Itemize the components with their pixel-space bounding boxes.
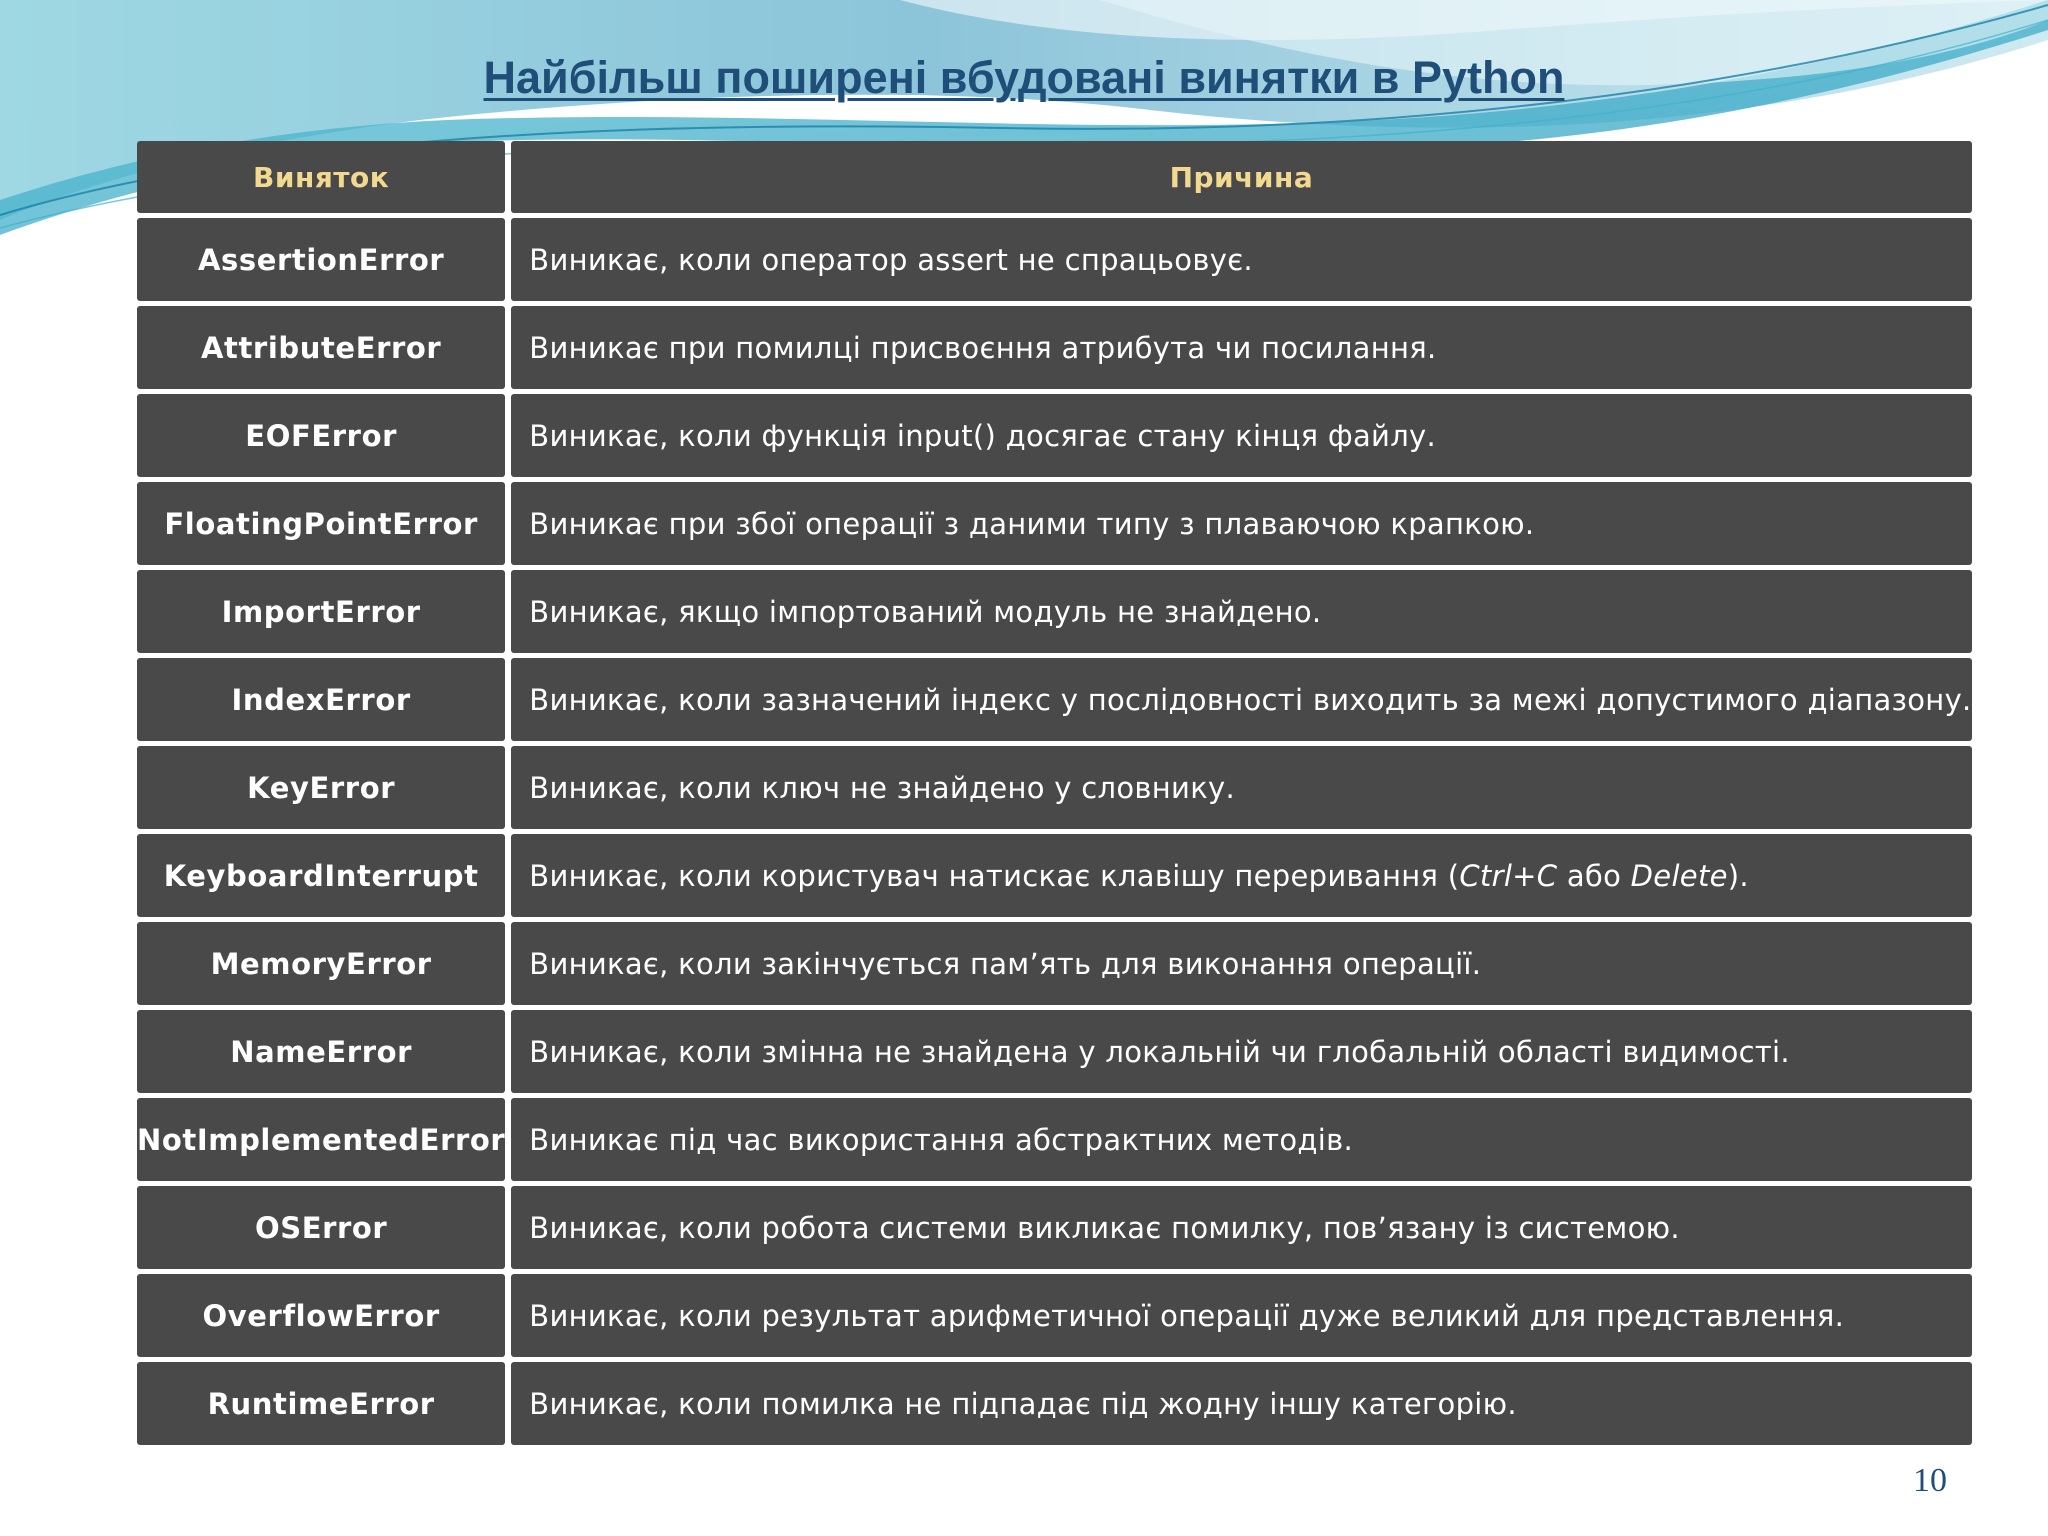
exception-cause <box>511 834 1971 917</box>
exception-name: IndexError <box>137 658 505 741</box>
table-row <box>137 1010 1972 1093</box>
table-row <box>137 218 1972 301</box>
exception-name: NotImplementedError <box>137 1098 505 1181</box>
exception-name: AttributeError <box>137 306 505 389</box>
exception-cause: Виникає, коли результат арифметичної операції дуже великий для представлення. <box>511 1274 1971 1357</box>
table-row <box>137 394 1972 477</box>
exception-name: AssertionError <box>137 218 505 301</box>
table-row <box>137 1186 1972 1269</box>
exception-cause: Виникає, коли оператор assert не спрацьовує. <box>511 218 1971 301</box>
cause-key-delete: Delete <box>1630 858 1728 893</box>
table-row <box>137 482 1972 565</box>
table-row <box>137 922 1972 1005</box>
exception-name: FloatingPointError <box>137 482 505 565</box>
exception-cause: Виникає, коли функція input() досягає стану кінця файлу. <box>511 394 1971 477</box>
cause-key-ctrl-c: Ctrl+C <box>1459 858 1558 893</box>
table-row <box>137 834 1972 917</box>
slide-title: Найбільш поширені вбудовані винятки в Python <box>483 52 1565 103</box>
header-exception: Виняток <box>137 141 505 213</box>
exception-name: OSError <box>137 1186 505 1269</box>
table-row <box>137 1274 1972 1357</box>
table-row <box>137 306 1972 389</box>
header-cause: Причина <box>511 141 1971 213</box>
exception-cause: Виникає, коли помилка не підпадає під жодну іншу категорію. <box>511 1362 1971 1445</box>
exception-cause: Виникає при помилці присвоєння атрибута чи посилання. <box>511 306 1971 389</box>
exception-cause: Виникає під час використання абстрактних методів. <box>511 1098 1971 1181</box>
exception-name: ImportError <box>137 570 505 653</box>
exceptions-table <box>131 136 1978 1450</box>
page-number: 10 <box>1913 1462 1947 1499</box>
table-row <box>137 570 1972 653</box>
cause-text-middle: або <box>1557 858 1631 893</box>
exception-name: KeyError <box>137 746 505 829</box>
exception-cause: Виникає, коли закінчується пам’ять для виконання операції. <box>511 922 1971 1005</box>
exception-name: NameError <box>137 1010 505 1093</box>
exception-name: KeyboardInterrupt <box>137 834 505 917</box>
cause-text-after: ). <box>1727 858 1749 893</box>
exception-name: MemoryError <box>137 922 505 1005</box>
table-row <box>137 746 1972 829</box>
exception-name: EOFError <box>137 394 505 477</box>
exception-cause: Виникає, коли змінна не знайдена у локальній чи глобальній області видимості. <box>511 1010 1971 1093</box>
exception-name: RuntimeError <box>137 1362 505 1445</box>
exception-name: OverflowError <box>137 1274 505 1357</box>
table-row <box>137 658 1972 741</box>
exception-cause: Виникає, коли зазначений індекс у послідовності виходить за межі допустимого діапазону. <box>511 658 1971 741</box>
exception-cause: Виникає при збої операції з даними типу з плаваючою крапкою. <box>511 482 1971 565</box>
table-row <box>137 1098 1972 1181</box>
exception-cause: Виникає, якщо імпортований модуль не знайдено. <box>511 570 1971 653</box>
cause-text-before: Виникає, коли користувач натискає клавішу переривання ( <box>529 858 1460 893</box>
exception-cause: Виникає, коли ключ не знайдено у словнику. <box>511 746 1971 829</box>
table-row <box>137 1362 1972 1445</box>
exception-cause: Виникає, коли робота системи викликає помилку, пов’язану із системою. <box>511 1186 1971 1269</box>
table-header-row <box>137 141 1972 213</box>
